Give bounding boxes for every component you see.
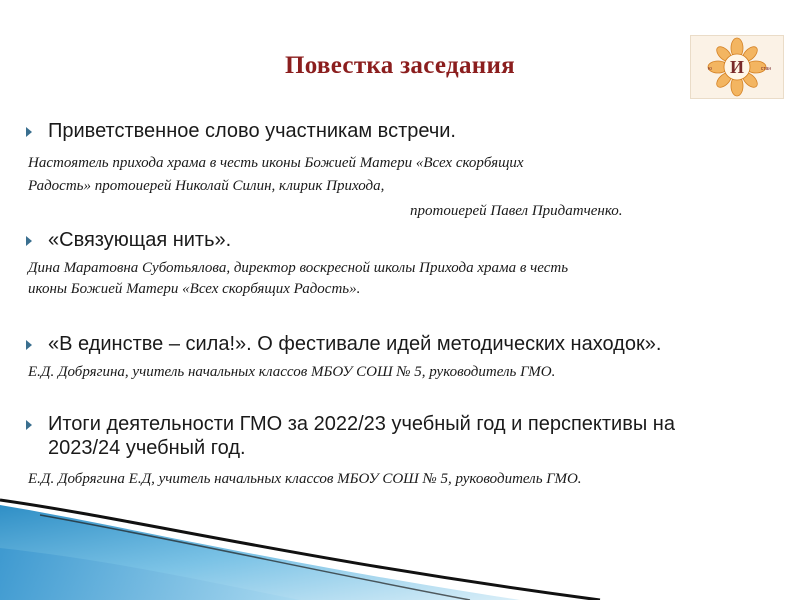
agenda-note-line: протоиерей Павел Придатченко. [410,203,623,219]
agenda-note-line: Дина Маратовна Суботьялова, директор воскресной школы Прихода храма в честь [28,260,569,276]
slide-title: Повестка заседания [285,52,515,79]
agenda-item-heading: Приветственное слово участникам встречи. [48,120,456,142]
agenda-note-line: Настоятель прихода храма в честь иконы Божией Матери «Всех скорбящих [28,155,524,171]
agenda-item-heading: «Связующая нить». [48,229,232,251]
logo-letter: И [729,57,745,77]
agenda-note-line: Е.Д. Добрягина, учитель начальных классов МБОУ СОШ № 5, руководитель ГМО. [28,364,556,380]
logo-side-left: ю [708,66,712,72]
agenda-note-line: Е.Д. Добрягина Е.Д, учитель начальных классов МБОУ СОШ № 5, руководитель ГМО. [28,471,582,487]
agenda-heading-line: 2023/24 учебный год. [48,437,246,459]
agenda-heading-line: Итоги деятельности ГМО за 2022/23 учебный год и перспективы на [48,413,675,435]
agenda-note-line: иконы Божией Матери «Всех скорбящих Радость». [28,281,361,297]
agenda-note-line: Радость» протоиерей Николай Силин, клирик Прихода, [28,178,385,194]
logo-side-right: стан [760,66,772,72]
agenda-item-heading: «В единстве – сила!». О фестивале идей методических находок». [48,333,662,355]
